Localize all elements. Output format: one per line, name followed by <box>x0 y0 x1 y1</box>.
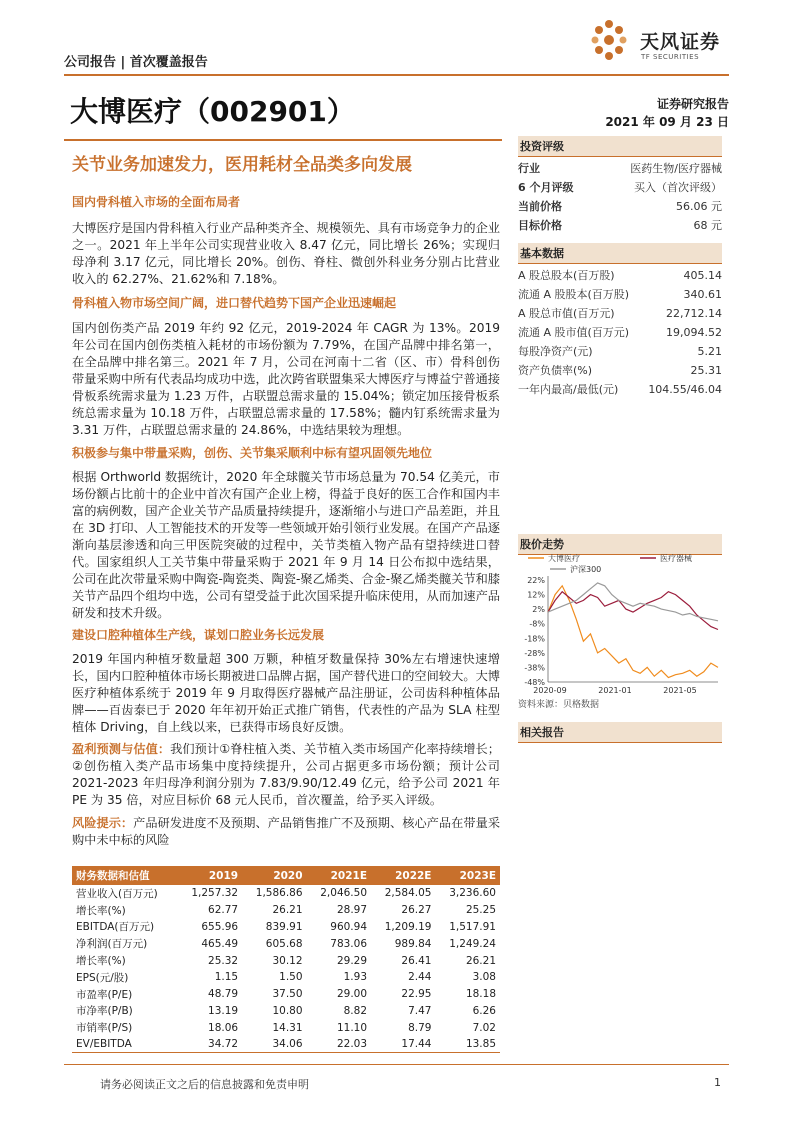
forecast-paragraph <box>72 741 500 809</box>
row-label: 资产负债率(%) <box>518 364 593 377</box>
table-cell: 18.06 <box>208 1021 239 1034</box>
risk-paragraph <box>72 815 500 849</box>
table-cell: 34.72 <box>178 1036 242 1053</box>
table-cell: 3.08 <box>472 971 496 984</box>
risk-label: 风险提示： <box>72 816 134 830</box>
row-value: 19,094.52 <box>666 326 722 339</box>
forecast-label: 盈利预测与估值： <box>72 742 171 756</box>
section-heading: 建设口腔种植体生产线，谋划口腔业务长远发展 <box>72 628 325 642</box>
table-cell: 26.21 <box>465 954 496 967</box>
table-cell: 18.18 <box>465 988 496 1001</box>
price-chart-title: 股价走势 <box>518 534 722 555</box>
table-row <box>72 1036 500 1053</box>
table-cell: 1,517.91 <box>449 920 496 933</box>
table-cell: 2.44 <box>408 971 432 984</box>
table-cell: EV/EBITDA <box>72 1036 178 1053</box>
table-cell: 839.91 <box>265 920 303 933</box>
series-line <box>548 583 718 621</box>
page-number: 1 <box>714 1076 721 1089</box>
table-cell: 13.19 <box>208 1004 239 1017</box>
data-row <box>518 178 722 197</box>
row-value: 56.06 元 <box>676 200 722 213</box>
row-label: A 股总市值(百万元) <box>518 307 615 320</box>
table-cell: 989.84 <box>394 937 432 950</box>
table-cell: 8.82 <box>343 1004 368 1017</box>
table-header-cell: 财务数据和估值 <box>72 866 178 885</box>
table-cell: 14.31 <box>272 1021 303 1034</box>
y-tick-label: 12% <box>527 590 545 600</box>
row-label: 目标价格 <box>518 219 562 232</box>
row-value: 22,712.14 <box>666 307 722 320</box>
table-cell: 1.93 <box>343 971 368 984</box>
y-tick-label: -18% <box>524 634 545 644</box>
table-row <box>72 969 500 986</box>
table-cell: 783.06 <box>330 937 368 950</box>
header-divider <box>64 74 729 76</box>
data-row <box>518 342 722 361</box>
table-cell: 市盈率(P/E) <box>76 988 133 1001</box>
table-cell: 增长率(%) <box>76 904 126 917</box>
data-row <box>518 380 722 399</box>
table-cell: 26.27 <box>401 904 432 917</box>
table-row <box>72 1003 500 1020</box>
table-cell: 29.00 <box>336 988 368 1001</box>
y-tick-label: -28% <box>524 648 545 658</box>
table-cell: 28.97 <box>336 904 368 917</box>
y-tick-label: -38% <box>524 663 545 673</box>
table-cell: 62.77 <box>208 904 239 917</box>
row-value: 104.55/46.04 <box>648 383 722 396</box>
row-label: 每股净资产(元) <box>518 345 593 358</box>
table-cell: 营业收入(百万元) <box>76 887 158 900</box>
table-row <box>72 919 500 936</box>
section-body: 国内创伤类产品 2019 年约 92 亿元，2019-2024 年 CAGR 为 13%。2019 年公司在国内创伤类植入耗材的市场份额为 7.79%，在国产品牌中排名第一，在全品牌中排名第三。2021 年 7 月，公司在河南十二省（区、市）骨科创伤带量采购中所有代表品均成功中选，此次跨省联盟集采大博医疗与博益宁普通接骨板系统需求量为 1.23 万件，占联盟总需求量的 15.04%；锁定加压接骨板系统总需求量为 10.18 万件，占联盟总需求量的 17.58%；髓内钉系统需求量为 3.31 万件，占联盟总需求量的 24.86%，中选结果较为理想。 <box>72 321 500 437</box>
section-heading: 骨科植入物市场空间广阔，进口替代趋势下国产企业迅速崛起 <box>72 296 397 310</box>
row-value: 405.14 <box>683 269 722 282</box>
row-label: 流通 A 股市值(百万元) <box>518 326 630 339</box>
rating-panel <box>518 136 722 235</box>
table-cell: 655.96 <box>201 920 239 933</box>
x-tick-label: 2021-05 <box>663 686 697 695</box>
financial-table-wrap <box>72 866 500 1053</box>
table-cell: 48.79 <box>208 988 239 1001</box>
data-row <box>518 323 722 342</box>
data-row <box>518 159 722 178</box>
table-cell: 6.26 <box>472 1004 496 1017</box>
data-row <box>518 197 722 216</box>
section-body: 2019 年国内种植牙数量超 300 万颗，种植牙数量保持 30%左右增速快速增长，国内口腔种植体市场长期被进口品牌占据，国产替代进口的空间较大。大博医疗种植体系统于 2019 年 9 月取得医疗器械产品注册证，公司齿科种植体品牌——百齿泰已于 2020 年年初开始正式推广销售，代表性的产品为 SLA 柱型植体 Driving，自上线以来，已获得市场良好反馈。 <box>72 652 500 734</box>
table-cell: EPS(元/股) <box>76 971 129 984</box>
legend-label: 医疗器械 <box>660 554 692 563</box>
table-row <box>72 885 500 902</box>
row-value: 340.61 <box>683 288 722 301</box>
table-cell: 960.94 <box>330 920 368 933</box>
table-cell: 25.32 <box>208 954 239 967</box>
table-cell: EBITDA(百万元) <box>76 921 155 934</box>
table-cell: 1,257.32 <box>191 887 239 900</box>
table-header-cell: 2022E <box>371 866 435 885</box>
section-body: 大博医疗是国内骨科植入行业产品种类齐全、规模领先、具有市场竞争力的企业之一。2021 年上半年公司实现营业收入 8.47 亿元，同比增长 26%；实现归母净利 3.17 亿元，同比增长 20%。创伤、脊柱、微创外科业务分别占比营业收入的 62.27%、21.62%和 7.18%。 <box>72 221 500 286</box>
table-header-cell: 2020 <box>242 866 306 885</box>
price-chart <box>518 552 722 702</box>
table-cell: 34.06 <box>242 1036 306 1053</box>
report-tag: 证券研究报告 <box>656 97 729 111</box>
data-row <box>518 266 722 285</box>
legend-label: 沪深300 <box>570 565 602 574</box>
table-cell: 市净率(P/B) <box>76 1005 133 1018</box>
row-label: 一年内最高/最低(元) <box>518 383 619 396</box>
y-tick-label: 2% <box>532 605 545 615</box>
x-tick-label: 2020-09 <box>533 686 567 695</box>
table-cell: 13.85 <box>435 1036 500 1053</box>
table-cell: 465.49 <box>201 937 239 950</box>
table-header-cell: 2023E <box>435 866 500 885</box>
table-cell: 7.02 <box>472 1021 496 1034</box>
table-cell: 1,209.19 <box>384 920 432 933</box>
basic-data-panel <box>518 243 722 399</box>
table-cell: 净利润(百万元) <box>76 938 148 951</box>
company-title: 大博医疗（002901） <box>70 95 355 128</box>
table-header-cell: 2019 <box>178 866 242 885</box>
row-label: 6 个月评级 <box>518 181 574 194</box>
row-label: A 股总股本(百万股) <box>518 269 615 282</box>
table-cell: 22.03 <box>307 1036 371 1053</box>
table-cell: 17.44 <box>371 1036 435 1053</box>
x-tick-label: 2021-01 <box>598 686 632 695</box>
table-cell: 增长率(%) <box>76 955 126 968</box>
table-cell: 605.68 <box>265 937 303 950</box>
table-cell: 26.21 <box>272 904 303 917</box>
table-cell: 1,249.24 <box>449 937 496 950</box>
table-row <box>72 935 500 952</box>
row-value: 68 元 <box>693 219 722 232</box>
row-label: 行业 <box>518 162 540 175</box>
row-label: 流通 A 股股本(百万股) <box>518 288 630 301</box>
table-cell: 30.12 <box>272 954 303 967</box>
table-cell: 11.10 <box>336 1021 368 1034</box>
table-row <box>72 986 500 1003</box>
row-value: 5.21 <box>697 345 722 358</box>
table-cell: 3,236.60 <box>449 887 496 900</box>
row-label: 当前价格 <box>518 200 562 213</box>
title-divider <box>64 139 502 141</box>
legend-label: 大博医疗 <box>548 554 580 563</box>
row-value: 买入（首次评级） <box>634 181 722 194</box>
table-cell: 22.95 <box>401 988 432 1001</box>
table-row <box>72 902 500 919</box>
report-date: 2021 年 09 月 23 日 <box>605 115 729 129</box>
tf-logo-icon <box>585 18 635 70</box>
table-cell: 29.29 <box>336 954 368 967</box>
series-line <box>548 586 718 678</box>
brand-name: 天风证券 <box>640 31 721 53</box>
brand-name-en: TF SECURITIES <box>641 53 700 61</box>
table-cell: 市销率(P/S) <box>76 1022 133 1035</box>
data-row <box>518 304 722 323</box>
data-row <box>518 361 722 380</box>
data-row <box>518 285 722 304</box>
basic-data-title: 基本数据 <box>518 243 722 264</box>
financial-table <box>72 866 500 1053</box>
report-subtitle: 关节业务加速发力，医用耗材全品类多向发展 <box>72 155 412 175</box>
table-cell: 10.80 <box>272 1004 303 1017</box>
y-tick-label: -8% <box>529 619 545 629</box>
footer-disclaimer: 请务必阅读正文之后的信息披露和免责申明 <box>100 1078 309 1091</box>
related-title: 相关报告 <box>518 722 722 743</box>
table-cell: 2,584.05 <box>384 887 432 900</box>
y-tick-label: 22% <box>527 576 545 585</box>
row-value: 医药生物/医疗器械 <box>630 162 722 175</box>
y-tick-label: -48% <box>524 678 545 687</box>
report-type: 公司报告 | 首次覆盖报告 <box>64 55 208 70</box>
table-cell: 37.50 <box>272 988 303 1001</box>
forecast-text: 我们预计①脊柱植入类、关节植入类市场国产化率持续增长；②创伤植入类产品市场集中度持续提升，公司占据更多市场份额；预计公司 2021-2023 年归母净利润分别为 7.83/9.90/12.49 亿元，给予公司 2021 年 PE 为 35 倍，对应目标价 68 元人民币，首次覆盖，给予买入评级。 <box>72 742 500 807</box>
related-panel <box>518 722 722 743</box>
chart-source: 资料来源：贝格数据 <box>518 700 600 710</box>
footer-divider <box>64 1064 729 1065</box>
table-cell: 25.25 <box>465 904 496 917</box>
table-cell: 1.50 <box>279 971 303 984</box>
section-body: 根据 Orthworld 数据统计，2020 年全球髋关节市场总量为 70.54 亿美元，市场份额占比前十的企业中首次有国产企业上榜，得益于良好的医工合作和国内丰富的病例数，国产企业关节产品质量持续提升，逐渐缩小与进口产品差距，并且在 3D 打印、人工智能技术的开发等一些领域开始引领行业发展。在国产产品逐渐向基层渗透和向三甲医院突破的过程中，关节类植入物产品有望持续进口替代。国家组织人工关节集中带量采购于 2021 年 9 月 14 日公布拟中选结果，公司在此次带量采购中陶瓷-陶瓷类、陶瓷-聚乙烯类、合金-聚乙烯类髋关节和膝关节产品四个组均中选，公司有望受益于此次国采提升临床使用，从而加速产品研发和技术升级。 <box>72 470 500 620</box>
table-cell: 7.47 <box>408 1004 432 1017</box>
row-value: 25.31 <box>690 364 722 377</box>
section-heading: 积极参与集中带量采购，创伤、关节集采顺利中标有望巩固领先地位 <box>72 446 433 460</box>
table-cell: 8.79 <box>408 1021 432 1034</box>
table-cell: 1,586.86 <box>255 887 303 900</box>
table-row <box>72 952 500 969</box>
section-heading: 国内骨科植入市场的全面布局者 <box>72 195 241 209</box>
table-header-cell: 2021E <box>307 866 371 885</box>
table-cell: 1.15 <box>214 971 239 984</box>
rating-title: 投资评级 <box>518 136 722 157</box>
table-row <box>72 1019 500 1036</box>
data-row <box>518 216 722 235</box>
table-cell: 2,046.50 <box>320 887 368 900</box>
risk-text: 产品研发进度不及预期、产品销售推广不及预期、核心产品在带量采购中未中标的风险 <box>72 816 501 847</box>
table-cell: 26.41 <box>401 954 432 967</box>
